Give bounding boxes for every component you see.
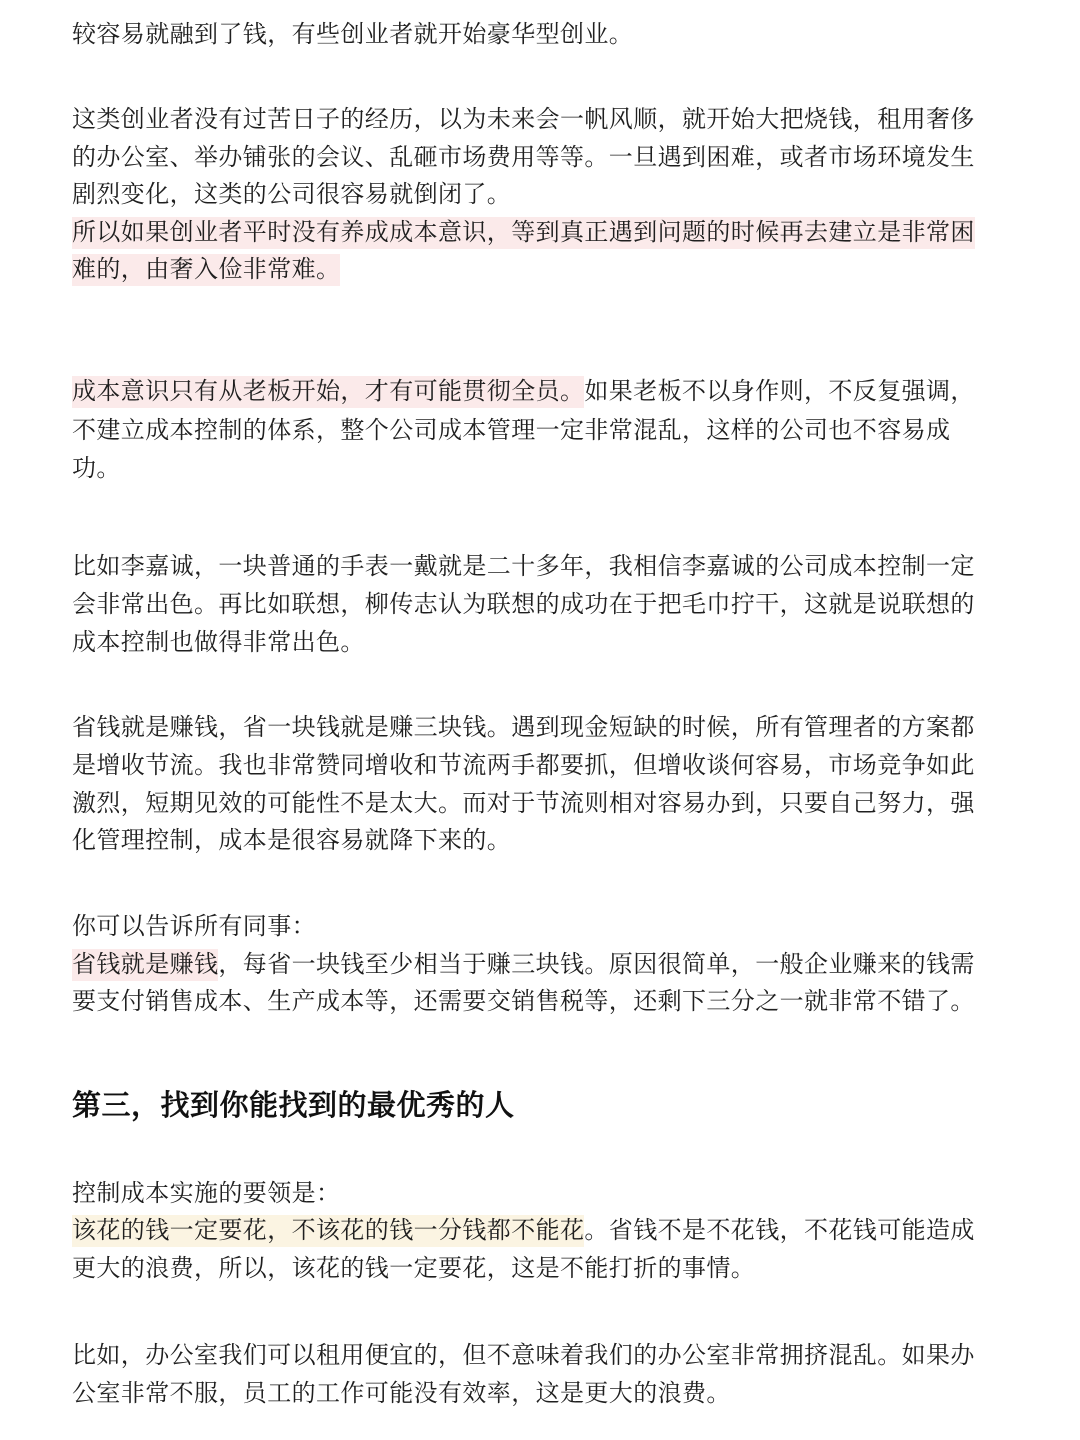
paragraph-line: 省钱就是赚钱，省一块钱就是赚三块钱。遇到现金短缺的时候，所有管理者的方案都: [72, 713, 975, 741]
highlight-cream: 该花的钱一定要花，不该花的钱一分钱都不能花: [72, 1215, 584, 1247]
paragraph-line: 剧烈变化，这类的公司很容易就倒闭了。: [72, 180, 512, 208]
paragraph-text: 。省钱不是不花钱，不花钱可能造成: [584, 1216, 975, 1244]
paragraph-line: 较容易就融到了钱，有些创业者就开始豪华型创业。: [72, 20, 634, 48]
paragraph-text: 如果老板不以身作则，不反复强调，: [584, 377, 975, 405]
paragraph-line: 化管理控制，成本是很容易就降下来的。: [72, 826, 512, 854]
paragraph-line: 激烈，短期见效的可能性不是太大。而对于节流则相对容易办到，只要自己努力，强: [72, 789, 975, 817]
paragraph-line: 这类创业者没有过苦日子的经历，以为未来会一帆风顺，就开始大把烧钱，租用奢侈: [72, 105, 975, 133]
paragraph-line: [72, 946, 1012, 983]
paragraph-line: 的办公室、举办铺张的会议、乱砸市场费用等等。一旦遇到困难，或者市场环境发生: [72, 143, 975, 171]
highlight-pink: 省钱就是赚钱: [72, 949, 218, 981]
paragraph-line: 是增收节流。我也非常赞同增收和节流两手都要抓，但增收谈何容易，市场竞争如此: [72, 751, 975, 779]
paragraph-line: 控制成本实施的要领是：: [72, 1179, 341, 1207]
paragraph-line: [72, 1212, 1012, 1249]
paragraph-line: 比如，办公室我们可以租用便宜的，但不意味着我们的办公室非常拥挤混乱。如果办: [72, 1341, 975, 1369]
paragraph-line: 你可以告诉所有同事：: [72, 912, 316, 940]
paragraph-line: 更大的浪费，所以，该花的钱一定要花，这是不能打折的事情。: [72, 1254, 756, 1282]
paragraph-text: ，每省一块钱至少相当于赚三块钱。原因很简单，一般企业赚来的钱需: [218, 950, 975, 978]
paragraph-line: 公室非常不服，员工的工作可能没有效率，这是更大的浪费。: [72, 1379, 731, 1407]
paragraph-line: 成本控制也做得非常出色。: [72, 628, 365, 656]
paragraph-line: 功。: [72, 454, 121, 482]
paragraph-line: [72, 373, 1012, 410]
highlight-pink: 难的，由奢入俭非常难。: [72, 254, 340, 286]
section-heading: 第三，找到你能找到的最优秀的人: [72, 1088, 515, 1122]
paragraph-line: 不建立成本控制的体系，整个公司成本管理一定非常混乱，这样的公司也不容易成: [72, 416, 951, 444]
highlighted-line: [72, 214, 1012, 251]
paragraph-line: 要支付销售成本、生产成本等，还需要交销售税等，还剩下三分之一就非常不错了。: [72, 987, 975, 1015]
paragraph-line: 比如李嘉诚，一块普通的手表一戴就是二十多年，我相信李嘉诚的公司成本控制一定: [72, 552, 975, 580]
highlight-pink: 成本意识只有从老板开始，才有可能贯彻全员。: [72, 376, 584, 408]
highlighted-line: [72, 251, 1012, 288]
highlight-pink: 所以如果创业者平时没有养成成本意识，等到真正遇到问题的时候再去建立是非常困: [72, 217, 975, 249]
paragraph-line: 会非常出色。再比如联想，柳传志认为联想的成功在于把毛巾拧干，这就是说联想的: [72, 590, 975, 618]
